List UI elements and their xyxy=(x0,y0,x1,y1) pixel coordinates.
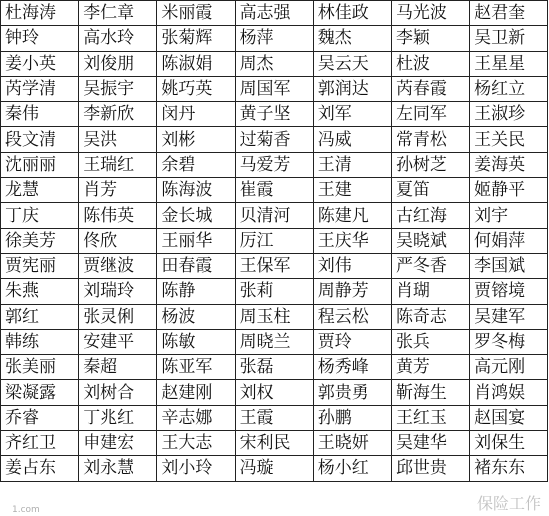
name-cell: 冯威 xyxy=(313,127,391,152)
name-cell: 刘树合 xyxy=(79,380,157,405)
name-cell: 左同军 xyxy=(391,102,469,127)
name-cell: 周晓兰 xyxy=(235,329,313,354)
name-cell: 吴洪 xyxy=(79,127,157,152)
name-cell: 段文清 xyxy=(1,127,79,152)
name-cell: 朱燕 xyxy=(1,279,79,304)
name-cell: 肖芳 xyxy=(79,178,157,203)
name-cell: 高志强 xyxy=(235,1,313,26)
name-cell: 褚东东 xyxy=(470,456,548,481)
name-cell: 陈建凡 xyxy=(313,203,391,228)
name-cell: 申建宏 xyxy=(79,431,157,456)
name-cell: 王大志 xyxy=(157,431,235,456)
name-cell: 杨红立 xyxy=(470,76,548,101)
name-cell: 贾镕境 xyxy=(470,279,548,304)
name-cell: 常青松 xyxy=(391,127,469,152)
name-cell: 宋利民 xyxy=(235,431,313,456)
watermark-small: 1.com xyxy=(12,505,40,515)
name-cell: 佟欣 xyxy=(79,228,157,253)
name-cell: 米丽霞 xyxy=(157,1,235,26)
name-cell: 吴卫新 xyxy=(470,26,548,51)
name-cell: 杨波 xyxy=(157,304,235,329)
name-cell: 杨小红 xyxy=(313,456,391,481)
name-cell: 余碧 xyxy=(157,152,235,177)
name-cell: 黄子坚 xyxy=(235,102,313,127)
name-cell: 孙鹏 xyxy=(313,405,391,430)
name-cell: 刘伟 xyxy=(313,253,391,278)
name-cell: 高元刚 xyxy=(470,355,548,380)
name-cell: 姬静平 xyxy=(470,178,548,203)
name-cell: 王红玉 xyxy=(391,405,469,430)
name-cell: 姜占东 xyxy=(1,456,79,481)
table-row xyxy=(1,102,548,127)
name-cell: 刘军 xyxy=(313,102,391,127)
name-cell: 崔霞 xyxy=(235,178,313,203)
name-cell: 陈静 xyxy=(157,279,235,304)
name-cell: 姜海英 xyxy=(470,152,548,177)
name-cell: 刘权 xyxy=(235,380,313,405)
table-row xyxy=(1,178,548,203)
name-cell: 刘宇 xyxy=(470,203,548,228)
name-cell: 吴建军 xyxy=(470,304,548,329)
table-row xyxy=(1,279,548,304)
name-cell: 周玉柱 xyxy=(235,304,313,329)
name-cell: 王霞 xyxy=(235,405,313,430)
name-cell: 芮春霞 xyxy=(391,76,469,101)
name-cell: 杨萍 xyxy=(235,26,313,51)
name-cell: 李新欣 xyxy=(79,102,157,127)
name-cell: 黄芳 xyxy=(391,355,469,380)
table-row xyxy=(1,228,548,253)
name-cell: 陈伟英 xyxy=(79,203,157,228)
name-cell: 李国斌 xyxy=(470,253,548,278)
name-cell: 张菊辉 xyxy=(157,26,235,51)
name-cell: 陈奇志 xyxy=(391,304,469,329)
name-cell: 邱世贵 xyxy=(391,456,469,481)
name-cell: 秦超 xyxy=(79,355,157,380)
table-row xyxy=(1,304,548,329)
name-cell: 姜小英 xyxy=(1,51,79,76)
name-cell: 乔睿 xyxy=(1,405,79,430)
name-cell: 张磊 xyxy=(235,355,313,380)
watermark: 保险工作 xyxy=(476,494,541,513)
name-cell: 丁兆红 xyxy=(79,405,157,430)
name-cell: 吴云天 xyxy=(313,51,391,76)
name-cell: 王丽华 xyxy=(157,228,235,253)
name-cell: 韩练 xyxy=(1,329,79,354)
name-cell: 张灵俐 xyxy=(79,304,157,329)
name-cell: 徐美芳 xyxy=(1,228,79,253)
name-cell: 钟玲 xyxy=(1,26,79,51)
name-cell: 王淑珍 xyxy=(470,102,548,127)
table-row xyxy=(1,127,548,152)
name-cell: 古红海 xyxy=(391,203,469,228)
table-row xyxy=(1,405,548,430)
name-cell: 张美丽 xyxy=(1,355,79,380)
name-cell: 厉江 xyxy=(235,228,313,253)
table-row xyxy=(1,253,548,278)
name-cell: 王瑞红 xyxy=(79,152,157,177)
table-row xyxy=(1,152,548,177)
name-cell: 齐红卫 xyxy=(1,431,79,456)
table-row xyxy=(1,355,548,380)
name-cell: 杜波 xyxy=(391,51,469,76)
name-cell: 张兵 xyxy=(391,329,469,354)
name-cell: 陈亚军 xyxy=(157,355,235,380)
name-cell: 贝清河 xyxy=(235,203,313,228)
name-cell: 程云松 xyxy=(313,304,391,329)
name-cell: 郭红 xyxy=(1,304,79,329)
name-cell: 赵建刚 xyxy=(157,380,235,405)
table-row xyxy=(1,456,548,481)
name-cell: 孙树芝 xyxy=(391,152,469,177)
name-cell: 吴建华 xyxy=(391,431,469,456)
table-row xyxy=(1,203,548,228)
name-table-body xyxy=(1,1,548,482)
name-cell: 周国军 xyxy=(235,76,313,101)
name-cell: 刘永慧 xyxy=(79,456,157,481)
name-cell: 郭贵勇 xyxy=(313,380,391,405)
name-cell: 周杰 xyxy=(235,51,313,76)
name-cell: 马光波 xyxy=(391,1,469,26)
name-cell: 张莉 xyxy=(235,279,313,304)
name-cell: 周静芳 xyxy=(313,279,391,304)
name-cell: 罗冬梅 xyxy=(470,329,548,354)
name-cell: 辛志娜 xyxy=(157,405,235,430)
name-cell: 王庆华 xyxy=(313,228,391,253)
name-cell: 魏杰 xyxy=(313,26,391,51)
name-cell: 马爱芳 xyxy=(235,152,313,177)
name-cell: 秦伟 xyxy=(1,102,79,127)
name-cell: 安建平 xyxy=(79,329,157,354)
name-cell: 金长城 xyxy=(157,203,235,228)
name-cell: 杜海涛 xyxy=(1,1,79,26)
name-cell: 刘俊朋 xyxy=(79,51,157,76)
name-cell: 王关民 xyxy=(470,127,548,152)
name-cell: 高水玲 xyxy=(79,26,157,51)
table-row xyxy=(1,380,548,405)
name-cell: 严冬香 xyxy=(391,253,469,278)
name-cell: 闵丹 xyxy=(157,102,235,127)
name-cell: 刘保生 xyxy=(470,431,548,456)
name-cell: 吴振宇 xyxy=(79,76,157,101)
name-cell: 王保军 xyxy=(235,253,313,278)
name-cell: 何娟萍 xyxy=(470,228,548,253)
name-cell: 陈淑娟 xyxy=(157,51,235,76)
name-cell: 肖鸿娱 xyxy=(470,380,548,405)
name-cell: 刘彬 xyxy=(157,127,235,152)
name-cell: 夏笛 xyxy=(391,178,469,203)
name-cell: 贾宪丽 xyxy=(1,253,79,278)
name-cell: 王星星 xyxy=(470,51,548,76)
name-cell: 刘瑞玲 xyxy=(79,279,157,304)
table-row xyxy=(1,26,548,51)
table-row xyxy=(1,329,548,354)
name-cell: 龙慧 xyxy=(1,178,79,203)
name-cell: 姚巧英 xyxy=(157,76,235,101)
name-cell: 过菊香 xyxy=(235,127,313,152)
table-row xyxy=(1,431,548,456)
name-cell: 王清 xyxy=(313,152,391,177)
name-cell: 冯璇 xyxy=(235,456,313,481)
name-cell: 赵君奎 xyxy=(470,1,548,26)
name-cell: 梁凝露 xyxy=(1,380,79,405)
name-cell: 杨秀峰 xyxy=(313,355,391,380)
table-row xyxy=(1,76,548,101)
name-cell: 郭润达 xyxy=(313,76,391,101)
name-cell: 芮学清 xyxy=(1,76,79,101)
name-cell: 沈丽丽 xyxy=(1,152,79,177)
name-cell: 丁庆 xyxy=(1,203,79,228)
name-cell: 陈海波 xyxy=(157,178,235,203)
name-cell: 林佳政 xyxy=(313,1,391,26)
name-cell: 贾继波 xyxy=(79,253,157,278)
name-cell: 王晓妍 xyxy=(313,431,391,456)
name-cell: 靳海生 xyxy=(391,380,469,405)
name-cell: 刘小玲 xyxy=(157,456,235,481)
table-row xyxy=(1,51,548,76)
name-cell: 王建 xyxy=(313,178,391,203)
name-cell: 肖瑚 xyxy=(391,279,469,304)
name-cell: 李仁章 xyxy=(79,1,157,26)
table-row xyxy=(1,1,548,26)
name-cell: 田春霞 xyxy=(157,253,235,278)
name-cell: 陈敏 xyxy=(157,329,235,354)
name-cell: 赵国宴 xyxy=(470,405,548,430)
name-cell: 李颖 xyxy=(391,26,469,51)
name-cell: 吴晓斌 xyxy=(391,228,469,253)
name-cell: 贾玲 xyxy=(313,329,391,354)
